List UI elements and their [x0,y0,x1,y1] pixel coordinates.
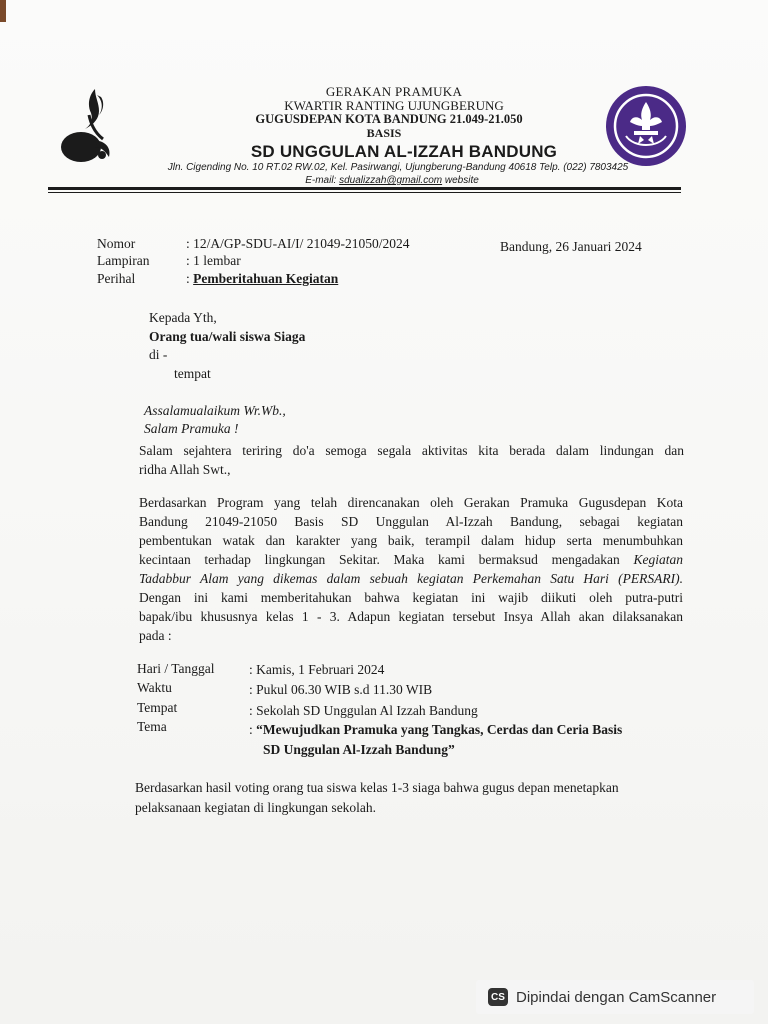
header-school-name: SD UNGGULAN AL-IZZAH BANDUNG [250,142,558,161]
paragraph-text: kecintaan terhadap lingkungan Sekitar. Maka kami bermaksud mengadakan [139,552,634,567]
paragraph-line: pembentukan watak dan karakter yang baik, terampil dalam hidup serta menumbuhkan [139,533,683,548]
paragraph-line: pada : [139,628,172,643]
header-divider-thin [48,192,681,193]
detail-value-tempat: : Sekolah SD Unggulan Al Izzah Bandung [249,703,478,718]
paragraph-opening [139,441,684,479]
detail-label-tema: Tema [137,719,167,734]
paragraph-line: bapak/ibu khususnya kelas 1 - 3. Adapun kegiatan tersebut Insya Allah akan dilaksanakan [139,609,683,624]
perihal-value: Pemberitahuan Kegiatan [193,271,339,286]
lampiran-value: : 1 lembar [186,253,241,268]
camscanner-label: Dipindai dengan CamScanner [516,988,717,1006]
tema-colon: : [249,722,257,737]
perihal-label: Perihal [97,271,136,286]
paragraph-line: ridha Allah Swt., [139,462,231,477]
paragraph-text-italic: Kegiatan [633,552,683,567]
email-label: E-mail: [305,175,337,186]
recipient-place: tempat [174,366,211,381]
closing-line-1: Berdasarkan hasil voting orang tua siswa kelas 1-3 siaga bahwa gugus depan menetapkan [135,780,619,795]
lampiran-label: Lampiran [97,253,150,268]
paragraph-line [139,550,683,569]
perihal-field [186,271,338,287]
header-divider-thick [48,187,681,190]
detail-label-hari: Hari / Tanggal [137,661,215,676]
detail-value-waktu: : Pukul 06.30 WIB s.d 11.30 WIB [249,682,433,697]
detail-label-tempat: Tempat [137,700,178,715]
header-kwartir: KWARTIR RANTING UJUNGBERUNG [284,98,504,113]
paragraph-line: Bandung 21049-21050 Basis SD Unggulan Al-Izzah Bandung, sebagai kegiatan [139,514,683,529]
nomor-value: : 12/A/GP-SDU-AI/I/ 21049-21050/2024 [186,236,410,251]
header-organization: GERAKAN PRAMUKA [325,84,463,99]
paragraph-line: Tadabbur Alam yang dikemas dalam sebuah kegiatan Perkemahan Satu Hari (PERSARI). [139,571,683,586]
perihal-colon: : [186,271,194,286]
recipient-di: di - [149,347,168,362]
camscanner-watermark [476,980,754,1014]
camscanner-icon: CS [488,988,508,1006]
email-link[interactable]: sdualizzah@gmail.com [339,175,443,186]
closing-line-2: pelaksanaan kegiatan di lingkungan sekolah. [135,800,377,815]
paragraph-line: Salam sejahtera teriring do'a semoga segala aktivitas kita berada dalam lindungan dan [139,443,684,458]
tema-text: “Mewujudkan Pramuka yang Tangkas, Cerdas dan Ceria Basis [256,722,623,737]
header-gugusdepan: GUGUSDEPAN KOTA BANDUNG 21.049-21.050 [255,112,523,126]
letter-date: Bandung, 26 Januari 2024 [500,239,642,254]
detail-value-hari: : Kamis, 1 Februari 2024 [249,662,385,677]
paragraph-program [139,493,683,645]
nomor-label: Nomor [97,236,136,251]
detail-label-waktu: Waktu [137,680,172,695]
greeting-assalamualaikum: Assalamualaikum Wr.Wb., [144,403,286,418]
header-basis: BASIS [366,126,402,140]
greeting-salam-pramuka: Salam Pramuka ! [144,421,239,436]
detail-value-tema-cont: SD Unggulan Al-Izzah Bandung” [263,742,455,757]
paragraph-line: Dengan ini kami memberitahukan bahwa kegiatan ini wajib diikuti oleh putra-putri [139,590,683,605]
header-contact [8,175,768,186]
website-label: website [444,175,479,186]
detail-value-tema [249,722,622,738]
recipient-salutation: Kepada Yth, [149,310,217,325]
header-address: Jln. Cigending No. 10 RT.02 RW.02, Kel. Pasirwangi, Ujungberung-Bandung 40618 Telp. (022) 7803425 [167,162,629,173]
scan-corner-mark [0,0,6,22]
paragraph-line: Berdasarkan Program yang telah direncanakan oleh Gerakan Pramuka Gugusdepan Kota [139,495,683,510]
recipient-name: Orang tua/wali siswa Siaga [149,329,306,344]
